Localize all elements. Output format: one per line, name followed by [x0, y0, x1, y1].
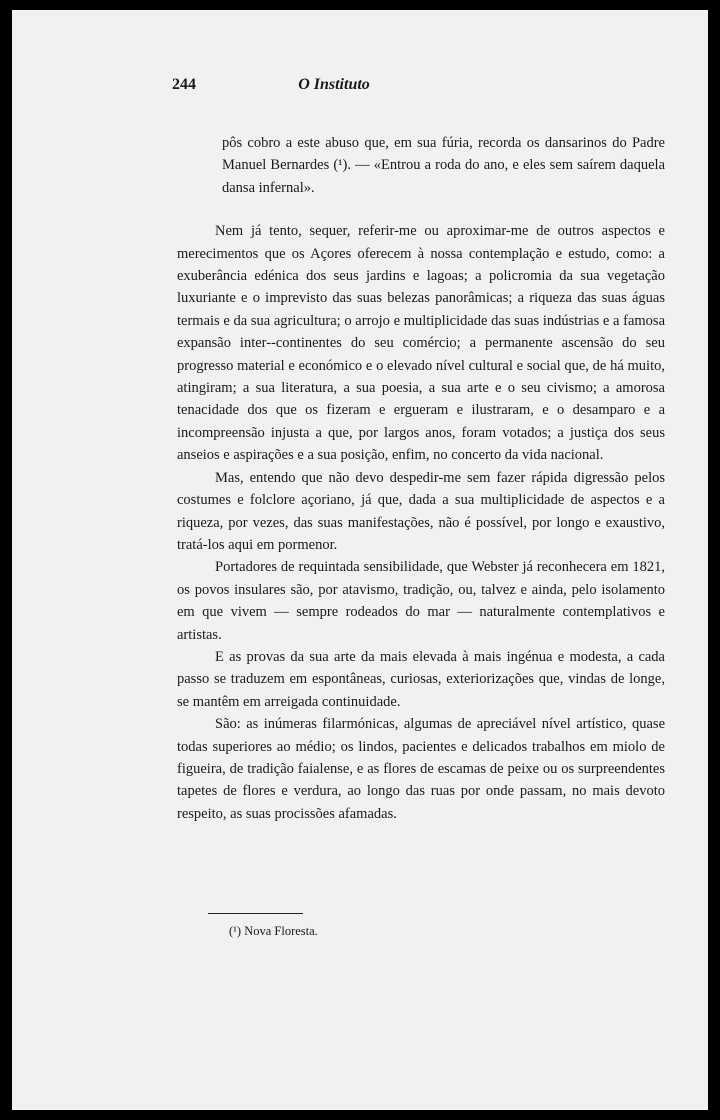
paragraph: Portadores de requintada sensibilidade, que Webster já reconhecera em 1821, os povos insulares são, por atavismo, tradição, ou, talvez e ainda, pelo isolamento em que vivem — sempre rodeados do mar — naturalmente contemplativos e artistas. [177, 559, 665, 643]
body-text [177, 132, 665, 825]
book-page [12, 10, 708, 1110]
paragraph: Mas, entendo que não devo despedir-me sem fazer rápida digressão pelos costumes e folclore açoriano, já que, dada a sua multiplicidade de aspectos e a riqueza, por vezes, das suas manifestações, não é possível, por longo e exaustivo, tratá-los aqui em pormenor. [177, 469, 665, 553]
paragraph: Nem já tento, sequer, referir-me ou aproximar-me de outros aspectos e merecimentos que os Açores oferecem à nossa contemplação e estudo, como: a exuberância edénica dos seus jardins e lagoas; a policromia da sua vegetação luxuriante e o imprevisto das suas belezas panorâmicas; a riqueza das suas águas termais e da sua agricultura; o arrojo e multiplicidade das suas indústrias e a famosa expansão inter--continentes do seu comércio; a permanente ascensão do seu progresso material e económico e o elevado nível cultural e social que, de há muito, atingiram; a sua literatura, a sua poesia, a sua arte e o seu civismo; a amorosa tenacidade dos que os fizeram e ergueram e ilustraram, e o desamparo e a incompreensão injusta a que, por largos anos, foram votados; a justiça dos seus anseios e aspirações e a sua posição, enfim, no concerto da vida nacional. [177, 223, 665, 464]
running-title: O Instituto [298, 76, 370, 93]
paragraph: E as provas da sua arte da mais elevada à mais ingénua e modesta, a cada passo se traduzem em espontâneas, curiosas, exteriorizações que, vindas de longe, se mantêm em arreigada continuidade. [177, 648, 665, 710]
footnote: (¹) Nova Floresta. [229, 924, 318, 938]
footnote-divider [208, 913, 303, 914]
page-number: 244 [172, 76, 196, 93]
paragraph-continuation: pôs cobro a este abuso que, em sua fúria, recorda os dansarinos do Padre Manuel Bernardes (¹). — «Entrou a roda do ano, e eles sem saírem daquela dansa infernal». [222, 135, 665, 196]
paragraph: São: as inúmeras filarmónicas, algumas de apreciável nível artístico, quase todas superiores ao médio; os lindos, pacientes e delicados trabalhos em miolo de figueira, de tradição faialense, e as flores de escamas de peixe ou os surpreendentes tapetes de flores e verdura, ao longo das ruas por onde passam, no mais devoto respeito, as suas procissões afamadas. [177, 716, 665, 822]
